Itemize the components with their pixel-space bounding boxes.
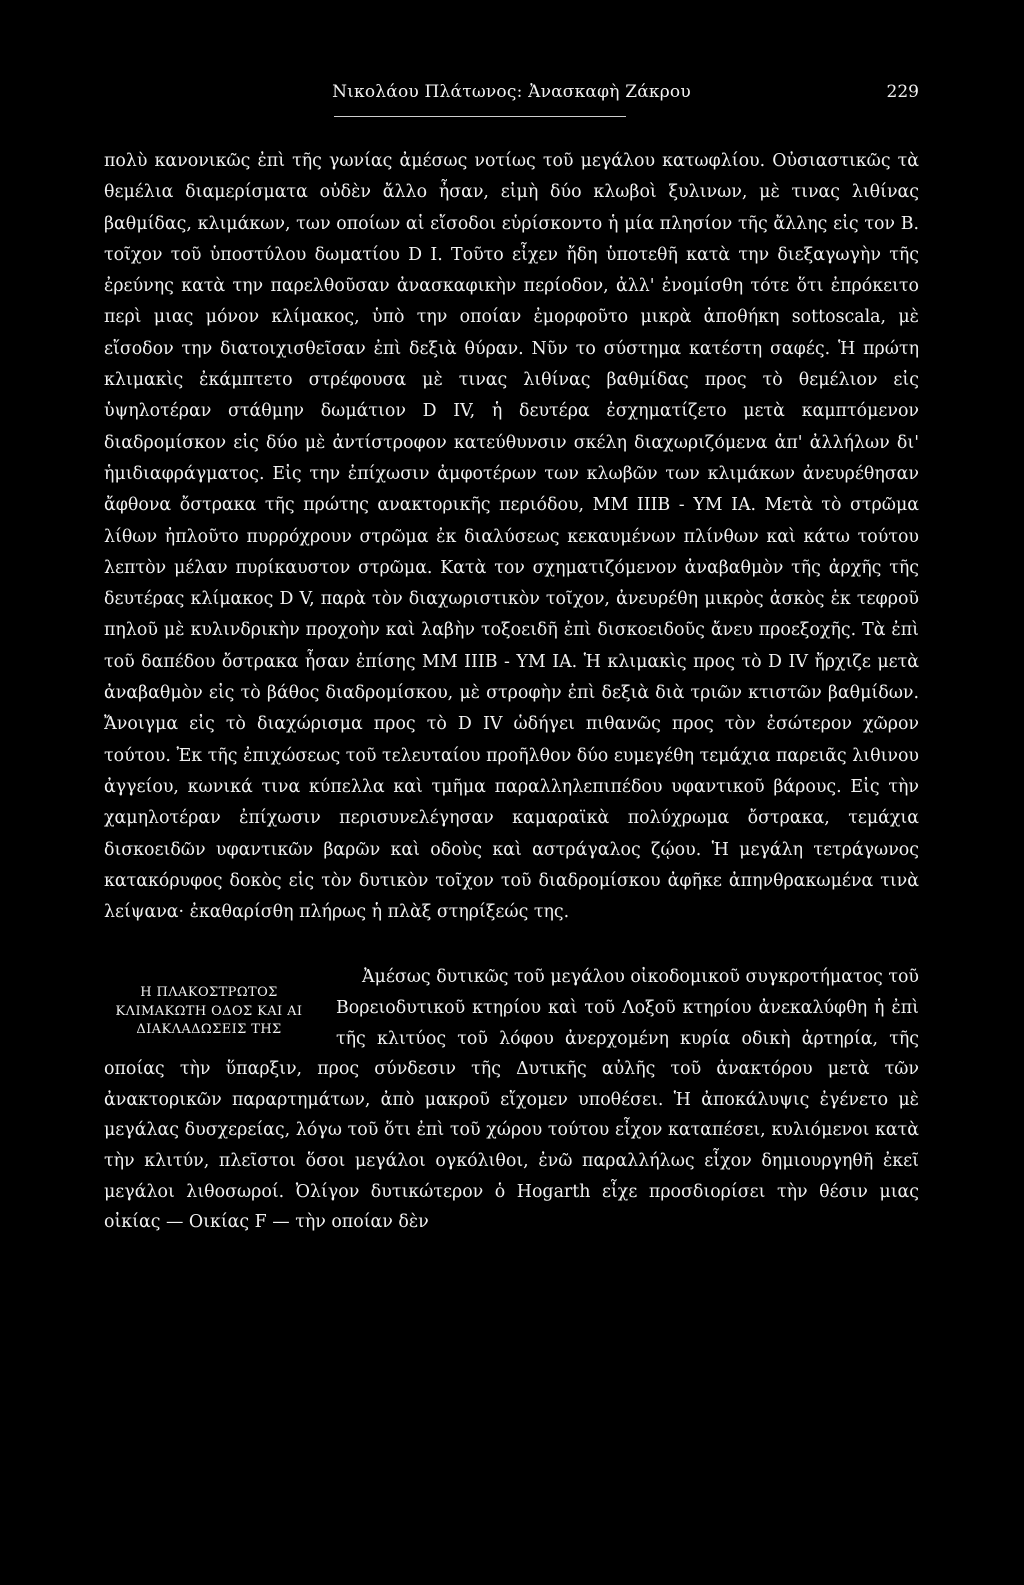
paragraph: πολὺ κανονικῶς ἐπὶ τῆς γωνίας ἀμέσως νοτίως τοῦ μεγάλου κατωφλίου. Οὐσιαστικῶς τὰ θεμέλια διαμερίσματα οὐδὲν ἄλλο ἦσαν, εἰμὴ δύο κλωβοὶ ξυλινων, μὲ τινας λιθίνας βαθμίδας, κλιμάκων, των οποίων αἱ εἴσοδοι εὑρίσκοντο ἡ μία πλησίον τῆς ἄλλης εἰς τον Β. τοῖχον τοῦ ὑποστύλου δωματίου D I. Τοῦτο εἶχεν ἤδη ὑποτεθῆ κατὰ την διεξαγωγὴν τῆς ἐρεύνης κατὰ την παρελθοῦσαν ἀνασκαφικὴν περίοδον, ἀλλ' ἐνομίσθη τότε ὅτι ἐπρόκειτο περὶ μιας μόνον κλίμακος, ὑπὸ την οποίαν ἐμορφοῦτο μικρὰ ἀποθήκη sottoscala, μὲ εἴσοδον την διατοιχισθεῖσαν ἐπὶ δεξιὰ θύραν. Νῦν το σύστημα κατέστη σαφές. Ἡ πρώτη κλιμακὶς ἐκάμπτετο στρέφουσα μὲ τινας λιθίνας βαθμίδας προς τὸ θεμέλιον εἰς ὑψηλοτέραν στάθμην δωμάτιον D IV, ἡ δευτέρα ἐσχηματίζετο μετὰ καμπτόμενον διαδρομίσκον εἰς δύο μὲ ἀντίστροφον κατεύθυνσιν σκέλη διαχωριζόμενα ἀπ' ἀλλήλων δι' ἡμιδιαφράγματος. Εἰς την ἐπίχωσιν ἀμφοτέρων των κλωβῶν των κλιμάκων ἀνευρέθησαν ἄφθονα ὄστρακα τῆς πρώτης ανακτορικῆς περιόδου, ΜΜ ΙΙΙΒ - ΥΜ ΙΑ. Μετὰ τὸ στρῶμα λίθων ἠπλοῦτο πυρρόχρουν στρῶμα ἐκ διαλύσεως κεκαυμένων πλίνθων καὶ κάτω τούτου λεπτὸν μέλαν πυρίκαυστον στρῶμα. Κατὰ τον σχηματιζόμενον ἀναβαθμὸν τῆς ἀρχῆς τῆς δευτέρας κλίμακος D V, παρὰ τὸν διαχωριστικὸν τοῖχον, ἀνευρέθη μικρὸς ἀσκὸς ἐκ τεφροῦ πηλοῦ μὲ κυλινδρικὴν προχοὴν καὶ λαβὴν τοξοειδῆ ἐπὶ δισκοειδοῦς ἄνευ προεξοχῆς. Τὰ ἐπὶ τοῦ δαπέδου ὄστρακα ἦσαν ἐπίσης ΜΜ ΙΙΙΒ - ΥΜ ΙΑ. Ἡ κλιμακὶς προς τὸ D IV ἤρχιζε μετὰ ἀναβαθμὸν εἰς τὸ βάθος διαδρομίσκου, μὲ στροφὴν ἐπὶ δεξιὰ διὰ τριῶν κτιστῶν βαθμίδων. Ἄνοιγμα εἰς τὸ διαχώρισμα προς τὸ D IV ὡδήγει πιθανῶς προς τὸν ἐσώτερον χῶρον τούτου. Ἐκ τῆς ἐπιχώσεως τοῦ τελευταίου προῆλθον δύο ευμεγέθη τεμάχια παρειᾶς λιθινου ἀγγείου, κωνικά τινα κύπελλα καὶ τμῆμα παραλληλεπιπέδου υφαντικοῦ βάρους. Εἰς τὴν χαμηλοτέραν ἐπίχωσιν περισυνελέγησαν καμαραϊκὰ πολύχρωμα ὄστρακα, τεμάχια δισκοειδῶν υφαντικῶν βαρῶν καὶ οδοὺς καὶ αστράγαλος ζῴου. Ἡ μεγάλη τετράγωνος κατακόρυφος δοκὸς εἰς τὸν δυτικὸν τοῖχον τοῦ διαδρομίσκου ἀφῆκε ἀπηνθρακωμένα τινὰ λείψανα· ἐκαθαρίσθη πλήρως ἡ πλὰξ στηρίξεώς της.	[104, 151, 919, 923]
section-paragraph-text: Ἀμέσως δυτικῶς τοῦ μεγάλου οἰκοδομικοῦ συγκροτήματος τοῦ Βορειοδυτικοῦ κτηρίου καὶ τοῦ Λοξοῦ κτηρίου ἀνεκαλύφθη ἡ ἐπὶ τῆς κλιτύος τοῦ λόφου ἀνερχομένη κυρία οδικὴ ἀρτηρία, τῆς οποίας τὴν ὕπαρξιν, προς σύνδεσιν τῆς Δυτικῆς αὐλῆς τοῦ ἀνακτόρου μετὰ τῶν ἀνακτορικῶν παραρτημάτων, ἀπὸ μακροῦ εἴχομεν υποθέσει. Ἡ ἀποκάλυψις ἐγένετο μὲ μεγάλας δυσχερείας, λόγω τοῦ ὅτι ἐπὶ τοῦ χώρου τούτου εἶχον καταπέσει, κυλιόμενοι κατὰ τὴν κλιτύν, πλεῖστοι ὅσοι μεγάλοι ογκόλιθοι, ἐνῶ παραλλήλως εἶχον δημιουργηθῆ ἐκεῖ μεγάλοι λιθοσωροί. Ὀλίγον δυτικώτερον ὁ Hogarth εἶχε προσδιορίσει τὴν θέσιν μιας οἰκίας — Οικίας F — τὴν οποίαν δὲν	[104, 967, 919, 1233]
section-sidehead: Η ΠΛΑΚΟΣΤΡΩΤΟΣ ΚΛΙΜΑΚΩΤΗ ΟΔΟΣ ΚΑΙ ΑΙ ΔΙΑΚΛΑΔΩΣΕΙΣ ΤΗΣ	[115, 985, 303, 1038]
page	[104, 72, 919, 1238]
section-road	[104, 962, 919, 1237]
running-head	[104, 72, 919, 108]
main-text	[104, 146, 919, 928]
running-title: Νικολάου Πλάτωνος: Ἀνασκαφὴ Ζάκρου	[332, 82, 691, 102]
page-number: 229	[886, 82, 919, 102]
header-rule	[334, 116, 626, 117]
